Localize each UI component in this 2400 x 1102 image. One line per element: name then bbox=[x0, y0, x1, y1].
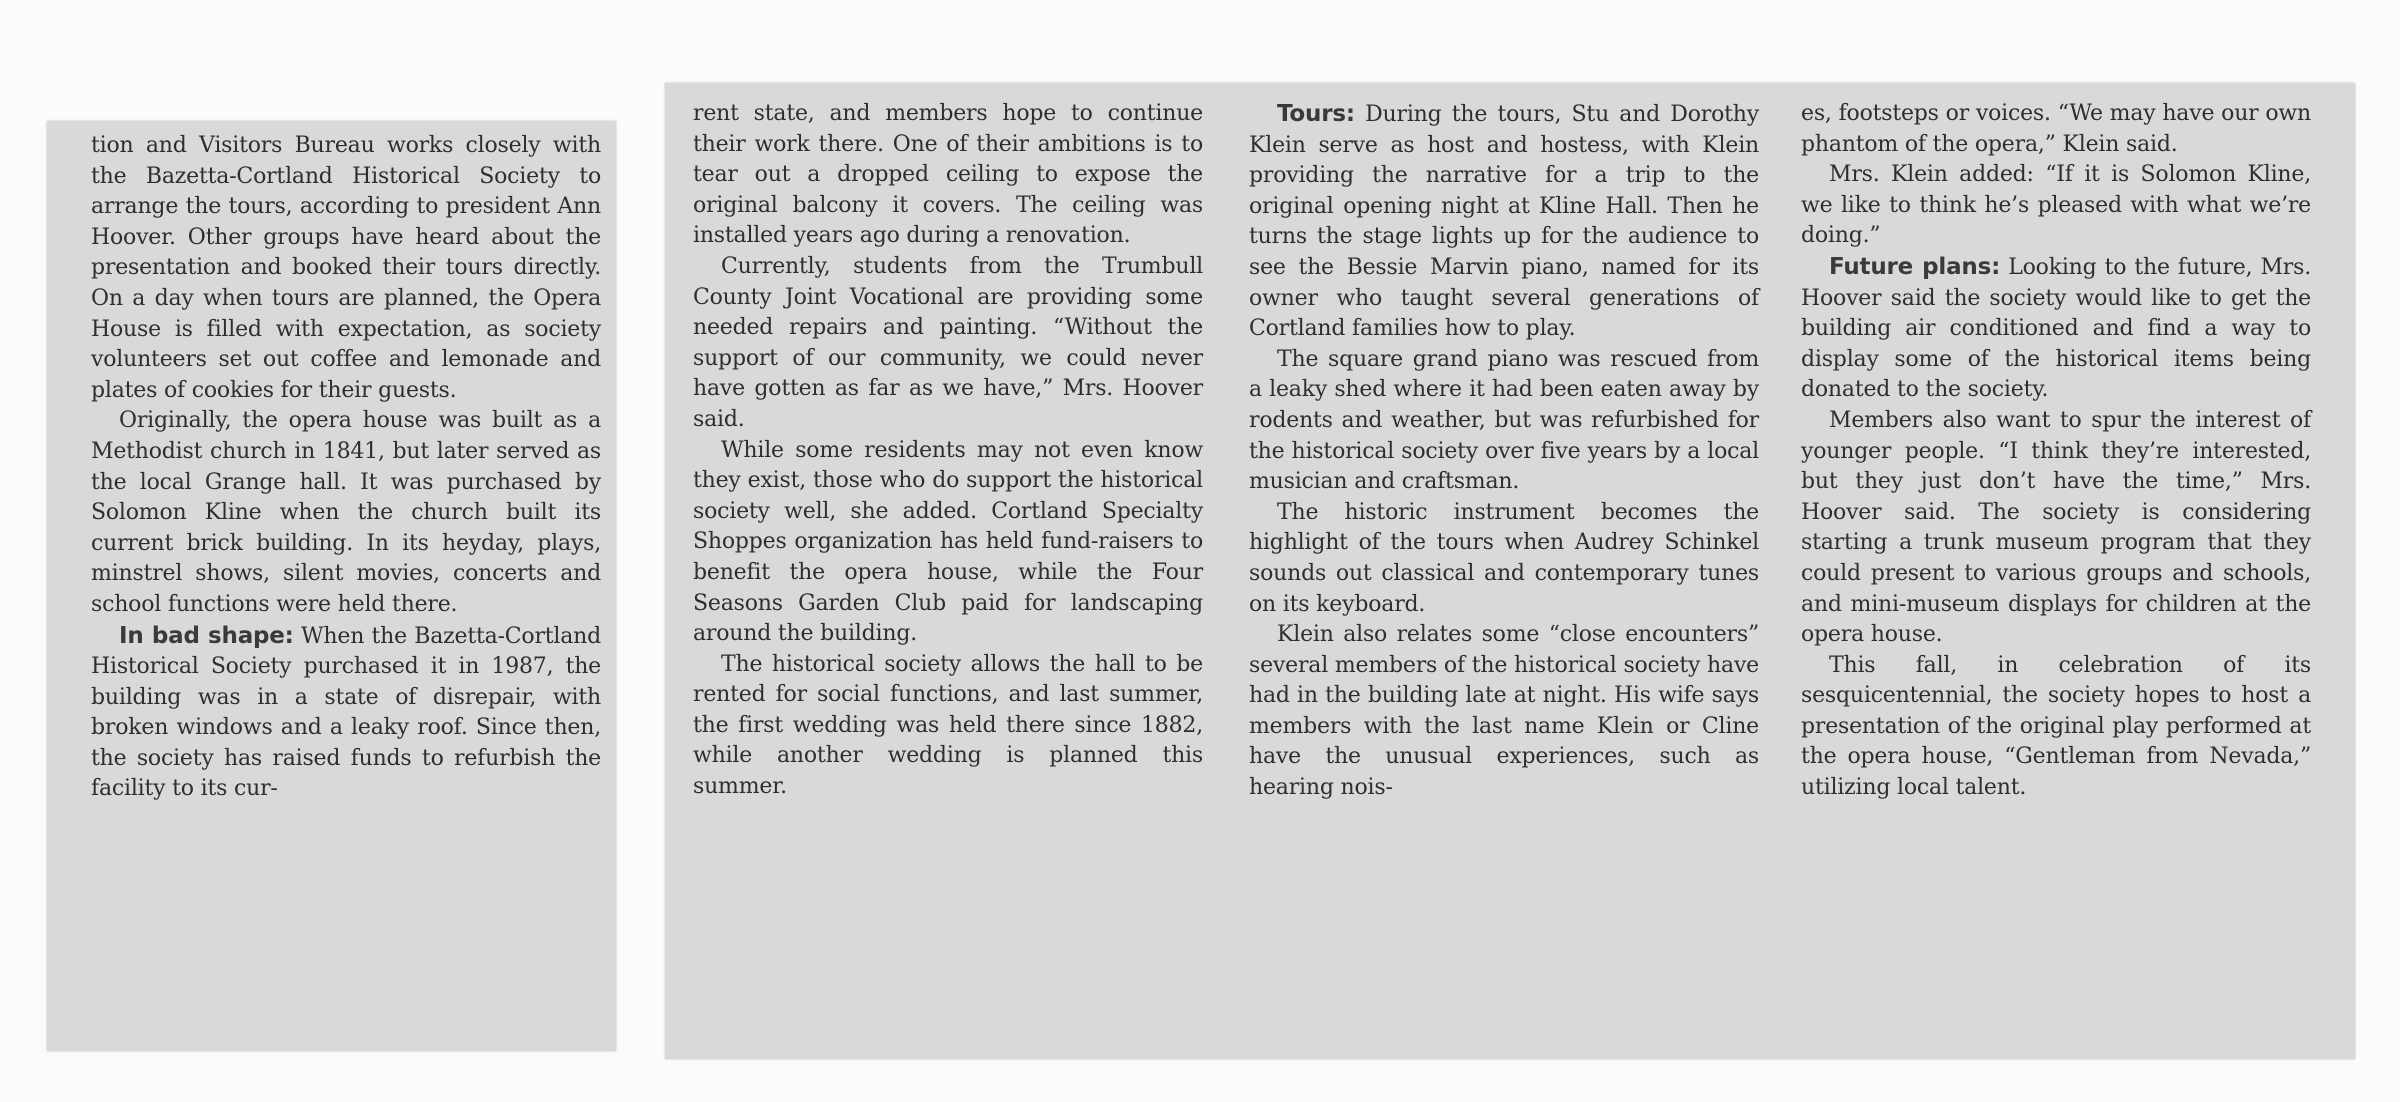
paragraph: The historic instrument becomes the highlight of the tours when Audrey Schinkel sounds out classical and contemporary tunes on its keyboard. bbox=[1249, 499, 1759, 617]
paragraph: Currently, students from the Trumbull County Joint Vocational are providing some needed repairs and painting. “Without the support of our community, we could never have gotten as far as we have,” Mrs. Hoover said. bbox=[693, 253, 1203, 432]
paragraph: rent state, and members hope to continue their work there. One of their ambitions is to tear out a dropped ceiling to expose the original balcony it covers. The ceiling was installed years ago during a renovation. bbox=[693, 101, 1203, 249]
paragraph: In bad shape: When the Bazetta-Cortland Historical Society purchased it in 1987, the building was in a state of disrepair, with broken windows and a leaky roof. Since then, the society has raised funds to refurbish the facility to its cur- bbox=[91, 622, 602, 802]
article-column-3 bbox=[1249, 99, 1759, 804]
clipping-left bbox=[47, 121, 616, 1051]
paragraph: The historical society allows the hall to be rented for social functions, and last summer, the first wedding was held there since 1882, while another wedding is planned this summer. bbox=[693, 651, 1203, 800]
section-heading: Tours: bbox=[1277, 101, 1355, 127]
paragraph: Tours: During the tours, Stu and Dorothy Klein serve as host and hostess, with Klein providing the narrative for a trip to the original opening night at Kline Hall. Then he turns the stage lights up for the audience to see the Bessie Marvin piano, named for its owner who taught several generations of Cortland families how to play. bbox=[1249, 101, 1759, 342]
section-heading: Future plans: bbox=[1829, 253, 2001, 280]
article-column-4 bbox=[1801, 99, 2311, 804]
paragraph: Members also want to spur the interest of younger people. “I think they’re interested, but they just don’t have the time,” Mrs. Hoover said. The society is considering starting a trunk museum program that they could present to various groups and schools, and mini-museum displays for children at the opera house. bbox=[1801, 407, 2311, 648]
paragraph: tion and Visitors Bureau works closely with the Bazetta-Cortland Historical Society to arrange the tours, according to president Ann Hoover. Other groups have heard about the presentation and booked their tours directly. On a day when tours are planned, the Opera House is filled with expectation, as society volunteers set out coffee and lemonade and plates of cookies for their guests. bbox=[91, 133, 601, 403]
paragraph: Originally, the opera house was built as a Methodist church in 1841, but later served as the local Grange hall. It was purchased by Solomon Kline when the church built its current brick building. In its heyday, plays, minstrel shows, silent movies, concerts and school functions were held there. bbox=[91, 408, 601, 617]
paragraph: Mrs. Klein added: “If it is Solomon Kline, we like to think he’s pleased with what we’re doing.” bbox=[1801, 162, 2311, 249]
paragraph: While some residents may not even know they exist, those who do support the historical society well, she added. Cortland Specialty Shoppes organization has held fund-raisers to benefit the opera house, while the Four Seasons Garden Club paid for landscaping around the building. bbox=[693, 437, 1203, 647]
clipping-right bbox=[665, 83, 2355, 1059]
paragraph: The square grand piano was rescued from a leaky shed where it had been eaten away by rodents and weather, but was refurbished for the historical society over five years by a local musician and craftsman. bbox=[1249, 346, 1759, 495]
section-heading: In bad shape: bbox=[119, 622, 294, 649]
paragraph: This fall, in celebration of its sesquicentennial, the society hopes to host a presentation of the original play performed at the opera house, “Gentleman from Nevada,” utilizing local talent. bbox=[1801, 652, 2311, 801]
article-column-1 bbox=[91, 131, 601, 805]
article-column-2 bbox=[693, 99, 1203, 803]
paragraph: Klein also relates some “close encounters” several members of the historical society have had in the building late at night. His wife says members with the last name Klein or Cline have the unusual experiences, such as hearing nois- bbox=[1249, 622, 1759, 801]
paragraph: es, footsteps or voices. “We may have our own phantom of the opera,” Klein said. bbox=[1801, 101, 2311, 157]
paragraph: Future plans: Looking to the future, Mrs. Hoover said the society would like to get the building air conditioned and find a way to display some of the historical items being donated to the society. bbox=[1801, 253, 2311, 403]
